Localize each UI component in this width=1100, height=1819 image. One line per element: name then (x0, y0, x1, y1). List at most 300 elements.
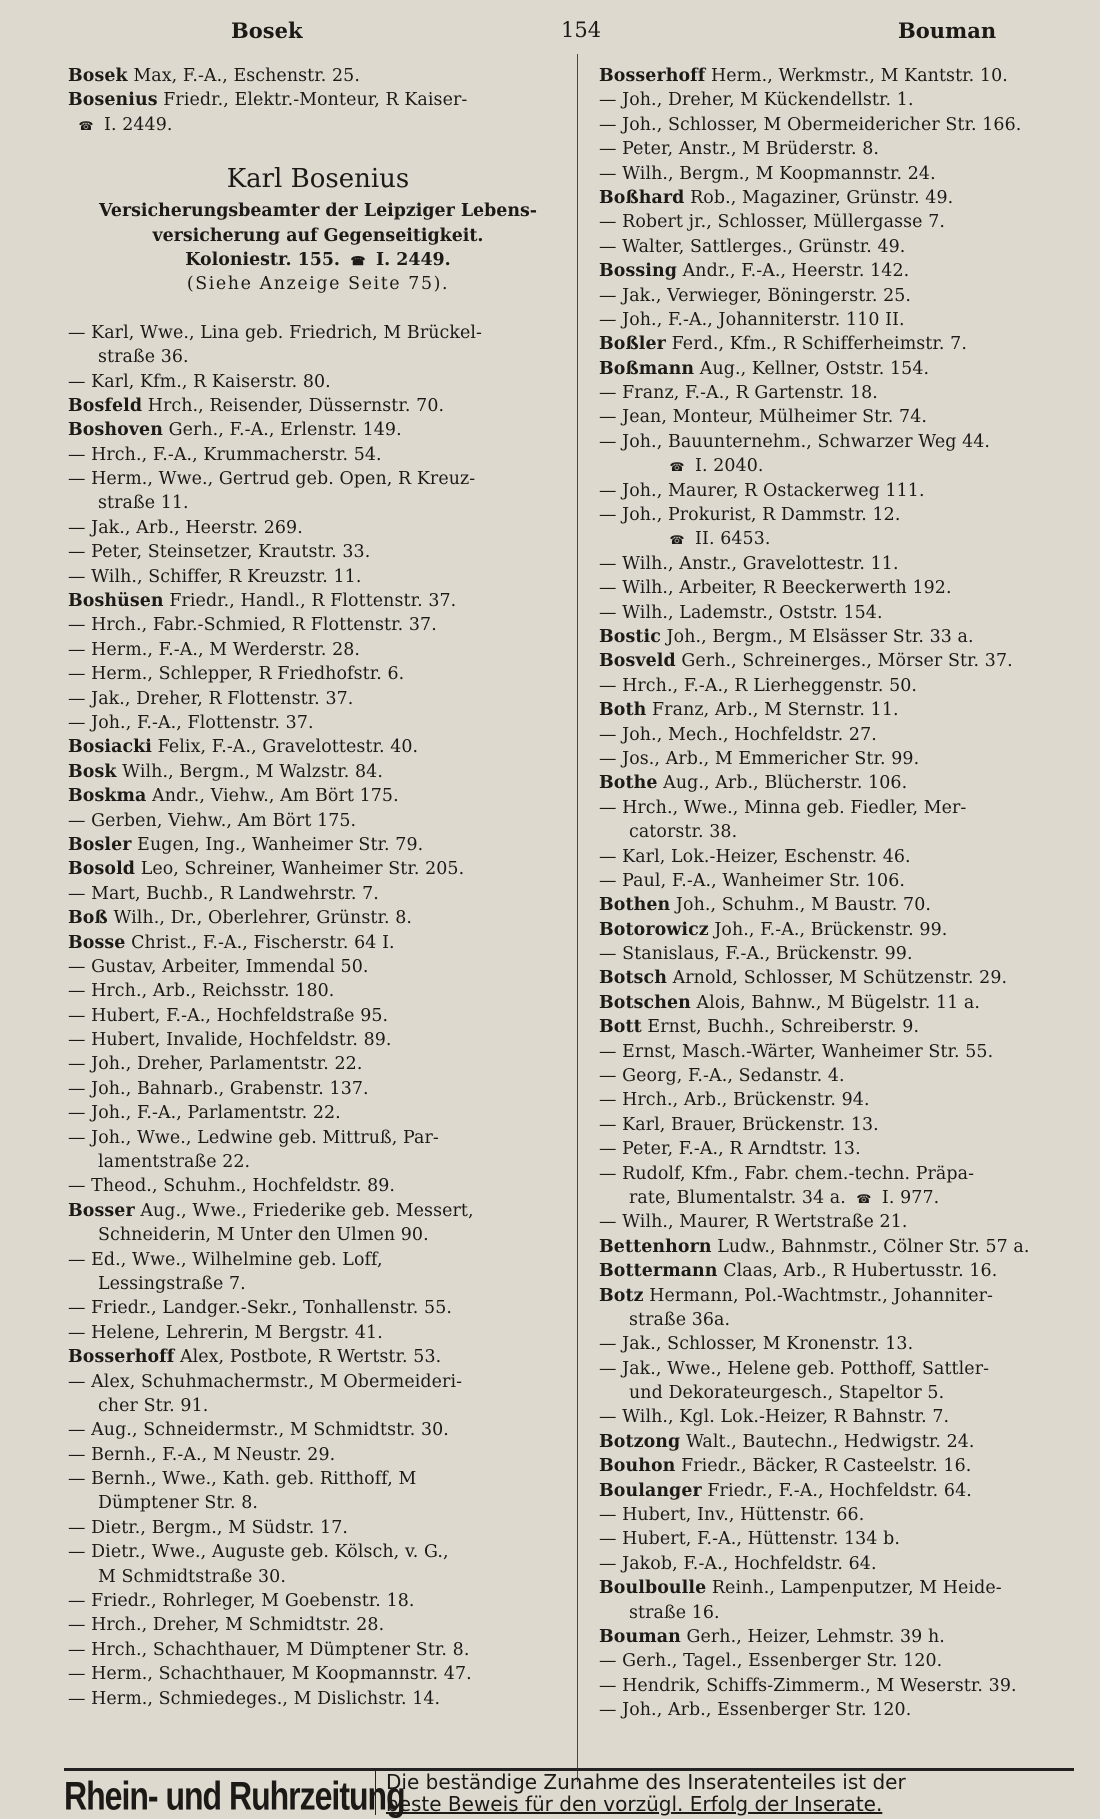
entry-text: — Wilh., Anstr., Gravelottestr. 11. (599, 553, 899, 574)
directory-entry (68, 565, 568, 589)
directory-entry (599, 1576, 1097, 1600)
directory-entry (68, 1662, 568, 1686)
directory-entry (599, 1332, 1097, 1356)
entry-text: M Schmidtstraße 30. (98, 1566, 286, 1587)
entry-text: — Hendrik, Schiffs-Zimmerm., M Weserstr. 39. (599, 1675, 1017, 1696)
directory-entry (68, 1589, 568, 1613)
entry-text: — Karl, Wwe., Lina geb. Friedrich, M Brückel- (68, 322, 483, 343)
surname: Bettenhorn (599, 1236, 712, 1257)
directory-entry (68, 687, 568, 711)
entry-text: Aug., Arb., Blücherstr. 106. (657, 773, 908, 794)
directory-entry (599, 284, 1097, 308)
directory-entry (599, 942, 1097, 966)
entry-text: — Joh., Maurer, R Ostackerweg 111. (599, 480, 925, 501)
entry-text: — Ernst, Masch.-Wärter, Wanheimer Str. 55. (599, 1041, 994, 1062)
entry-text: — Jak., Verwieger, Böningerstr. 25. (599, 285, 912, 306)
directory-entry (68, 760, 568, 784)
directory-entry (68, 1052, 568, 1076)
directory-entry (68, 394, 568, 418)
entry-text: — Helene, Lehrerin, M Bergstr. 41. (68, 1322, 383, 1343)
entry-continuation (68, 1223, 568, 1247)
directory-entry (599, 405, 1097, 429)
entry-text: — Franz, F.-A., R Gartenstr. 18. (599, 383, 878, 404)
directory-entry (599, 1698, 1097, 1722)
entry-text: Alois, Bahnw., M Bügelstr. 11 a. (690, 992, 981, 1013)
surname: Boshoven (68, 420, 163, 441)
directory-entry (599, 1210, 1097, 1234)
surname: Bothe (599, 773, 658, 794)
surname: Bosler (68, 834, 132, 855)
column-divider (577, 54, 578, 1782)
entry-text: Joh., Bergm., M Elsässer Str. 33 a. (660, 626, 974, 647)
entry-text: — Gustav, Arbeiter, Immendal 50. (68, 956, 369, 977)
surname: Bosiacki (68, 737, 153, 758)
entry-continuation (599, 1308, 1097, 1332)
entry-text: Aug., Kellner, Oststr. 154. (694, 358, 930, 379)
entry-text: — Friedr., Landger.-Sekr., Tonhallenstr. 55. (68, 1298, 453, 1319)
directory-entry (599, 1625, 1097, 1649)
directory-entry (599, 1649, 1097, 1673)
directory-entry (68, 443, 568, 467)
directory-entry (68, 711, 568, 735)
entry-text: — Alex, Schuhmachermstr., M Obermeideri- (68, 1371, 463, 1392)
entry-text: — Hrch., Schachthauer, M Dümptener Str. 8. (68, 1639, 470, 1660)
directory-entry (599, 845, 1097, 869)
entry-text: und Dekorateurgesch., Stapeltor 5. (629, 1383, 945, 1404)
directory-entry (599, 235, 1097, 259)
entry-continuation (68, 1565, 568, 1589)
directory-entry (599, 88, 1097, 112)
entry-text: — Hubert, F.-A., Hochfeldstraße 95. (68, 1005, 389, 1026)
entry-text: straße 16. (629, 1602, 720, 1623)
entry-text: catorstr. 38. (629, 822, 738, 843)
directory-entry (68, 1101, 568, 1125)
entry-text: — Hrch., Arb., Brückenstr. 94. (599, 1090, 870, 1111)
entry-text: — Wilh., Arbeiter, R Beeckerwerth 192. (599, 578, 952, 599)
directory-entry (599, 747, 1097, 771)
entry-text: — Wilh., Maurer, R Wertstraße 21. (599, 1212, 908, 1233)
surname: Bosek (68, 66, 128, 86)
ad-phone: I. 2449. (376, 249, 451, 270)
entry-text: Rob., Magaziner, Grünstr. 49. (684, 187, 954, 208)
entry-continuation (68, 1272, 568, 1296)
surname: Bostic (599, 626, 661, 647)
entry-text: Friedr., Handl., R Flottenstr. 37. (163, 591, 457, 612)
entry-text: — Wilh., Lademstr., Oststr. 154. (599, 602, 883, 623)
directory-entry (68, 857, 568, 881)
directory-entry (68, 1004, 568, 1028)
directory-entry (599, 1674, 1097, 1698)
telephone-icon: ☎ (856, 1191, 872, 1206)
entry-text: — Joh., Schlosser, M Obermeidericher Str. 166. (599, 114, 1022, 135)
left-column (68, 64, 568, 1711)
footer-line-2: beste Beweis für den vorzügl. Erfolg der Inserate. (386, 1792, 883, 1816)
directory-entry (68, 64, 568, 88)
entry-text: — Bernh., Wwe., Kath. geb. Ritthoff, M (68, 1469, 417, 1490)
entry-text: — Jean, Monteur, Mülheimer Str. 74. (599, 407, 927, 428)
directory-entry (68, 1321, 568, 1345)
directory-entry (68, 613, 568, 637)
entry-text: Wilh., Dr., Oberlehrer, Grünstr. 8. (107, 908, 413, 929)
entry-text: — Hrch., Wwe., Minna geb. Fiedler, Mer- (599, 797, 967, 818)
entry-text: Joh., F.-A., Brückenstr. 99. (708, 919, 948, 940)
entry-text: straße 36. (98, 347, 189, 368)
entry-text: — Gerben, Viehw., Am Bört 175. (68, 810, 357, 831)
surname: Bosse (68, 932, 126, 953)
directory-entry (68, 1370, 568, 1394)
directory-entry (599, 1454, 1097, 1478)
entry-text: — Jakob, F.-A., Hochfeldstr. 64. (599, 1553, 877, 1574)
entry-text: — Dietr., Bergm., M Südstr. 17. (68, 1517, 348, 1538)
surname: Bosveld (599, 651, 676, 672)
entry-text: Gerh., F.-A., Erlenstr. 149. (162, 420, 402, 441)
directory-entry (68, 809, 568, 833)
entry-text: Schneiderin, M Unter den Ulmen 90. (98, 1225, 429, 1246)
directory-entry (599, 162, 1097, 186)
surname: Bosenius (68, 90, 158, 111)
directory-entry (599, 869, 1097, 893)
entry-continuation (68, 1150, 568, 1174)
entry-text: — Friedr., Rohrleger, M Goebenstr. 18. (68, 1591, 415, 1612)
entry-text: — Karl, Lok.-Heizer, Eschenstr. 46. (599, 846, 911, 867)
surname: Bosfeld (68, 395, 143, 416)
footer-advertisement (64, 1768, 1074, 1818)
entry-text: — Joh., Dreher, M Kückendellstr. 1. (599, 90, 914, 111)
directory-entry (599, 1503, 1097, 1527)
telephone-icon: ☎ (669, 460, 685, 475)
entry-text: — Joh., Bahnarb., Grabenstr. 137. (68, 1078, 369, 1099)
entry-text: — Aug., Schneidermstr., M Schmidtstr. 30. (68, 1420, 449, 1441)
footer-logo: Rhein- und Ruhrzeitung (64, 1773, 405, 1818)
entry-text: Walt., Bautechn., Hedwigstr. 24. (680, 1431, 975, 1452)
phone-number: I. 2040. (695, 456, 764, 477)
directory-entry (599, 430, 1097, 454)
phone-number: I. 2449. (104, 114, 173, 135)
entry-text: — Joh., Mech., Hochfeldstr. 27. (599, 724, 877, 745)
ad-line4: (Siehe Anzeige Seite 75). (186, 274, 450, 295)
directory-entry (599, 1479, 1097, 1503)
directory-entry (599, 1040, 1097, 1064)
directory-entry (599, 113, 1097, 137)
directory-entry (68, 735, 568, 759)
surname: Both (599, 700, 647, 721)
surname: Botzong (599, 1431, 681, 1452)
entry-text: Claas, Arb., R Hubertusstr. 16. (717, 1261, 998, 1282)
phone-line (68, 113, 568, 137)
entry-text: Ludw., Bahnmstr., Cölner Str. 57 a. (711, 1236, 1030, 1257)
entry-text: — Jak., Arb., Heerstr. 269. (68, 517, 303, 538)
right-column (599, 64, 1097, 1723)
entry-continuation (599, 820, 1097, 844)
directory-entry (599, 1137, 1097, 1161)
entry-text: Herm., Werkmstr., M Kantstr. 10. (705, 66, 1008, 86)
directory-entry (68, 882, 568, 906)
directory-entry (68, 589, 568, 613)
directory-entry (599, 1430, 1097, 1454)
entry-text: — Herm., Wwe., Gertrud geb. Open, R Kreuz- (68, 469, 476, 490)
directory-entry (599, 503, 1097, 527)
directory-entry (68, 979, 568, 1003)
directory-entry (599, 552, 1097, 576)
entry-text: Lessingstraße 7. (98, 1273, 246, 1294)
entry-text: — Dietr., Wwe., Auguste geb. Kölsch, v. G., (68, 1542, 449, 1563)
entry-text: — Herm., Schlepper, R Friedhofstr. 6. (68, 664, 405, 685)
directory-entry (68, 1540, 568, 1564)
surname: Bouhon (599, 1456, 676, 1477)
surname: Boßhard (599, 187, 685, 208)
entry-text: — Georg, F.-A., Sedanstr. 4. (599, 1066, 845, 1087)
phone-number: I. 977. (881, 1187, 940, 1208)
directory-entry (599, 64, 1097, 88)
entry-text: Franz, Arb., M Sternstr. 11. (646, 700, 899, 721)
directory-entry (599, 1088, 1097, 1112)
entry-text: Gerh., Schreinerges., Mörser Str. 37. (675, 651, 1013, 672)
phone-number: II. 6453. (695, 529, 771, 550)
surname: Bosser (68, 1200, 135, 1221)
surname: Botz (599, 1285, 644, 1306)
directory-entry (68, 418, 568, 442)
entry-text: — Joh., F.-A., Parlamentstr. 22. (68, 1103, 341, 1124)
directory-entry (599, 1162, 1097, 1186)
directory-entry (599, 1552, 1097, 1576)
directory-entry (599, 698, 1097, 722)
entry-continuation (599, 1186, 1097, 1210)
directory-entry (68, 931, 568, 955)
entry-text: Felix, F.-A., Gravelottestr. 40. (152, 737, 419, 758)
entry-text: — Ed., Wwe., Wilhelmine geb. Loff, (68, 1249, 383, 1270)
directory-entry (68, 1126, 568, 1150)
directory-entry (68, 1174, 568, 1198)
entry-text: — Karl, Kfm., R Kaiserstr. 80. (68, 371, 331, 392)
directory-entry (599, 576, 1097, 600)
header-left: Bosek (231, 18, 303, 43)
directory-entry (68, 1516, 568, 1540)
directory-entry (599, 796, 1097, 820)
entry-text: Friedr., F.-A., Hochfeldstr. 64. (701, 1480, 972, 1501)
entry-text: Gerh., Heizer, Lehmstr. 39 h. (680, 1627, 945, 1647)
footer-text (375, 1771, 906, 1815)
directory-entry (68, 516, 568, 540)
ad-line1: Versicherungsbeamter der Leipziger Lebens- (98, 201, 538, 222)
entry-text: — Theod., Schuhm., Hochfeldstr. 89. (68, 1176, 396, 1197)
entry-text: — Hrch., Dreher, M Schmidtstr. 28. (68, 1615, 385, 1636)
entry-text: Eugen, Ing., Wanheimer Str. 79. (131, 834, 424, 855)
surname: Boshüsen (68, 591, 164, 612)
directory-entry (599, 186, 1097, 210)
directory-entry (599, 1113, 1097, 1137)
directory-entry (599, 259, 1097, 283)
entry-text: — Wilh., Kgl. Lok.-Heizer, R Bahnstr. 7. (599, 1407, 950, 1428)
directory-entry (599, 649, 1097, 673)
directory-entry (599, 723, 1097, 747)
telephone-icon: ☎ (350, 253, 366, 268)
directory-entry (68, 638, 568, 662)
directory-entry (599, 893, 1097, 917)
directory-entry (68, 1443, 568, 1467)
surname: Bott (599, 1017, 642, 1038)
surname: Bossing (599, 261, 677, 282)
entry-text: — Jak., Wwe., Helene geb. Potthoff, Sattler- (599, 1358, 990, 1379)
entry-text: Christ., F.-A., Fischerstr. 64 I. (125, 932, 395, 953)
entry-text: — Joh., F.-A., Johanniterstr. 110 II. (599, 309, 905, 330)
entry-text: — Joh., Dreher, Parlamentstr. 22. (68, 1054, 363, 1075)
directory-entry (599, 1357, 1097, 1381)
directory-entry (599, 771, 1097, 795)
entry-continuation (68, 345, 568, 369)
entry-text: — Herm., Schachthauer, M Koopmannstr. 47. (68, 1664, 472, 1685)
entry-text: rate, Blumentalstr. 34 a. (629, 1187, 846, 1208)
surname: Botorowicz (599, 919, 709, 940)
ad-line2: versicherung auf Gegenseitigkeit. (152, 225, 484, 246)
entry-text: — Walter, Sattlerges., Grünstr. 49. (599, 236, 906, 257)
entry-continuation (68, 1491, 568, 1515)
directory-entry (599, 1064, 1097, 1088)
entry-text: — Paul, F.-A., Wanheimer Str. 106. (599, 870, 906, 891)
entry-text: — Herm., F.-A., M Werderstr. 28. (68, 639, 361, 660)
directory-entry (599, 357, 1097, 381)
entry-text: Andr., F.-A., Heerstr. 142. (677, 261, 910, 282)
entry-text: — Robert jr., Schlosser, Müllergasse 7. (599, 212, 945, 233)
directory-entry (599, 601, 1097, 625)
entry-text: cher Str. 91. (98, 1395, 209, 1416)
entry-text: Leo, Schreiner, Wanheimer Str. 205. (135, 859, 465, 880)
entry-text: — Peter, Steinsetzer, Krautstr. 33. (68, 542, 371, 563)
entry-text: Reinh., Lampenputzer, M Heide- (706, 1578, 1002, 1599)
directory-entry (599, 1284, 1097, 1308)
entry-text: — Stanislaus, F.-A., Brückenstr. 99. (599, 944, 913, 965)
surname: Boulanger (599, 1480, 702, 1501)
entry-text: — Peter, F.-A., R Arndtstr. 13. (599, 1139, 861, 1160)
entry-text: Aug., Wwe., Friederike geb. Messert, (134, 1200, 474, 1221)
directory-entry (68, 955, 568, 979)
entry-text: — Hubert, Inv., Hüttenstr. 66. (599, 1505, 865, 1526)
entry-text: Friedr., Bäcker, R Casteelstr. 16. (675, 1456, 972, 1477)
page-number: 154 (561, 18, 602, 42)
directory-entry (68, 1248, 568, 1272)
entry-text: Wilh., Bergm., M Walzstr. 84. (116, 761, 383, 782)
entry-text: — Joh., Wwe., Ledwine geb. Mittruß, Par- (68, 1127, 439, 1148)
directory-entry (68, 1199, 568, 1223)
directory-entry (68, 1638, 568, 1662)
directory-entry (599, 210, 1097, 234)
surname: Bottermann (599, 1261, 718, 1282)
surname: Boßmann (599, 358, 695, 379)
directory-entry (68, 1687, 568, 1711)
surname: Bothen (599, 895, 671, 916)
directory-entry (599, 1015, 1097, 1039)
directory-entry (599, 674, 1097, 698)
entry-text: — Hubert, F.-A., Hüttenstr. 134 b. (599, 1529, 900, 1550)
entry-text: straße 11. (98, 493, 189, 514)
directory-entry (68, 88, 568, 112)
entry-text: Arnold, Schlosser, M Schützenstr. 29. (666, 968, 1008, 989)
entry-text: — Joh., F.-A., Flottenstr. 37. (68, 712, 314, 733)
entry-text: Hermann, Pol.-Wachtmstr., Johanniter- (643, 1285, 993, 1306)
entry-text: — Rudolf, Kfm., Fabr. chem.-techn. Präpa- (599, 1163, 975, 1184)
directory-entry (599, 991, 1097, 1015)
entry-text: — Herm., Schmiedeges., M Dislichstr. 14. (68, 1688, 441, 1709)
entry-continuation (599, 1601, 1097, 1625)
entry-text: Ferd., Kfm., R Schifferheimstr. 7. (665, 334, 967, 355)
directory-entry (68, 1345, 568, 1369)
telephone-icon: ☎ (78, 118, 94, 133)
surname: Bosserhoff (599, 66, 706, 86)
directory-entry (68, 833, 568, 857)
entry-text: — Wilh., Bergm., M Koopmannstr. 24. (599, 163, 936, 184)
surname: Boulboulle (599, 1578, 707, 1599)
entry-text: Friedr., Elektr.-Monteur, R Kaiser- (157, 90, 468, 111)
directory-entry (599, 1235, 1097, 1259)
directory-entry (68, 370, 568, 394)
surname: Bosserhoff (68, 1347, 175, 1368)
header-right: Bouman (898, 18, 997, 43)
surname: Botschen (599, 992, 691, 1013)
entry-text: — Jak., Schlosser, M Kronenstr. 13. (599, 1334, 914, 1355)
entry-text: — Mart, Buchb., R Landwehrstr. 7. (68, 883, 379, 904)
entry-text: Alex, Postbote, R Wertstr. 53. (174, 1347, 442, 1368)
entry-text: — Hrch., Fabr.-Schmied, R Flottenstr. 37. (68, 615, 437, 636)
surname: Boß (68, 908, 108, 929)
entry-text: — Bernh., F.-A., M Neustr. 29. (68, 1444, 336, 1465)
entry-text: — Peter, Anstr., M Brüderstr. 8. (599, 139, 880, 160)
entry-text: — Joh., Bauunternehm., Schwarzer Weg 44. (599, 431, 991, 452)
entry-text: — Hubert, Invalide, Hochfeldstr. 89. (68, 1030, 392, 1051)
entry-continuation (68, 1394, 568, 1418)
entry-text: straße 36a. (629, 1309, 731, 1330)
entry-text: — Hrch., F.-A., R Lierheggenstr. 50. (599, 675, 918, 696)
directory-entry (68, 321, 568, 345)
directory-entry (599, 308, 1097, 332)
entry-text: — Jos., Arb., M Emmericher Str. 99. (599, 748, 920, 769)
footer-line-1: Die beständige Zunahme des Inseratenteiles ist der (386, 1770, 906, 1794)
phone-line (599, 454, 1097, 478)
surname: Bosk (68, 761, 117, 782)
entry-text: — Joh., Prokurist, R Dammstr. 12. (599, 505, 901, 526)
entry-continuation (599, 1381, 1097, 1405)
directory-entry (599, 137, 1097, 161)
surname: Boßler (599, 334, 666, 355)
entry-continuation (68, 491, 568, 515)
surname: Bosold (68, 859, 136, 880)
ad-address: Koloniestr. 155. (185, 249, 340, 270)
surname: Botsch (599, 968, 667, 989)
directory-entry (599, 625, 1097, 649)
ad-line3 (68, 248, 568, 272)
entry-text: — Karl, Brauer, Brückenstr. 13. (599, 1114, 879, 1135)
directory-entry (599, 918, 1097, 942)
directory-entry (599, 1405, 1097, 1429)
surname: Boskma (68, 786, 147, 807)
entry-text: — Hrch., Arb., Reichsstr. 180. (68, 981, 335, 1002)
directory-entry (68, 1077, 568, 1101)
entry-text: lamentstraße 22. (98, 1152, 251, 1173)
surname: Bouman (599, 1627, 681, 1647)
directory-entry (599, 479, 1097, 503)
directory-entry (599, 381, 1097, 405)
directory-entry (68, 1028, 568, 1052)
entry-text: — Joh., Arb., Essenberger Str. 120. (599, 1700, 912, 1721)
directory-entry (68, 1467, 568, 1491)
entry-text: Joh., Schuhm., M Baustr. 70. (670, 895, 931, 916)
directory-entry (68, 1613, 568, 1637)
directory-entry (68, 1296, 568, 1320)
entry-text: Hrch., Reisender, Düssernstr. 70. (142, 395, 445, 416)
directory-entry (68, 467, 568, 491)
ad-name: Karl Bosenius (226, 164, 410, 195)
entry-text: — Jak., Dreher, R Flottenstr. 37. (68, 688, 354, 709)
entry-text: Dümptener Str. 8. (98, 1493, 259, 1514)
directory-entry (599, 966, 1097, 990)
